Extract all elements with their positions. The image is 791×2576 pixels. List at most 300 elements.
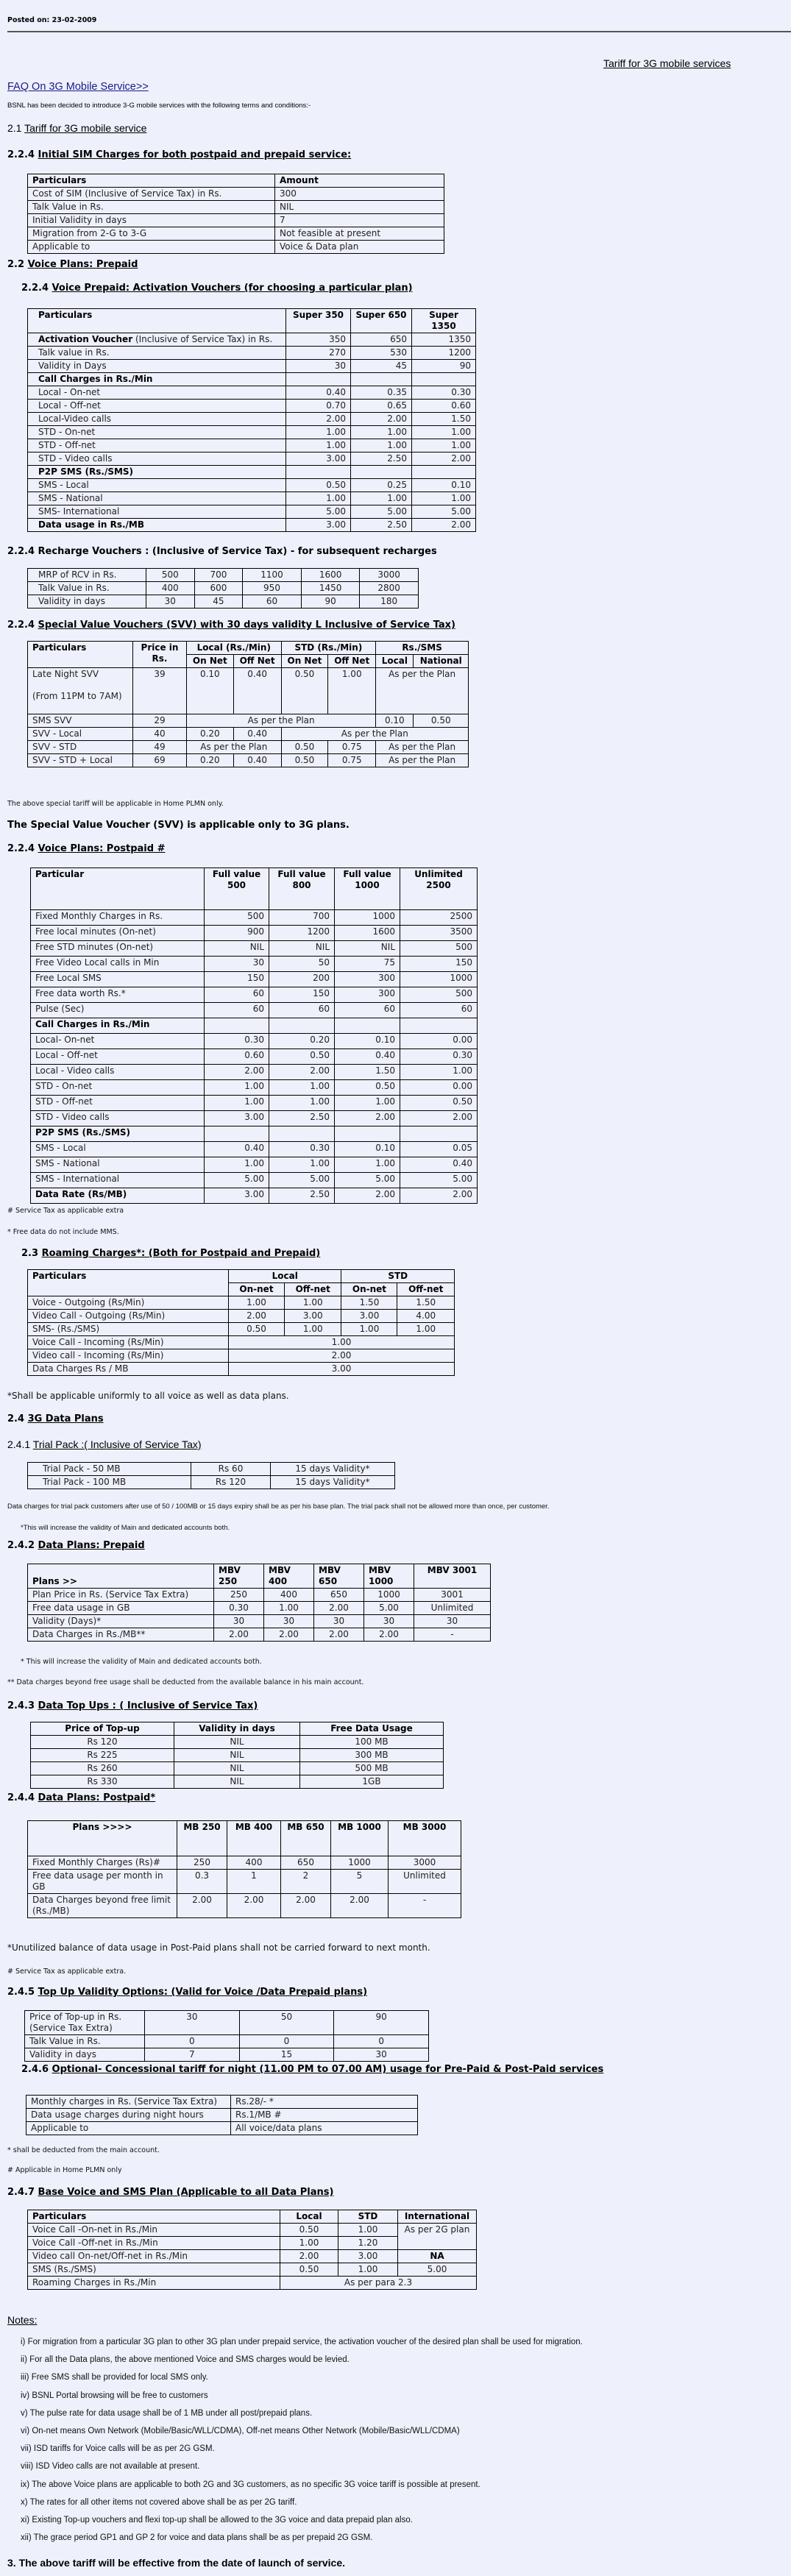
cell: 700 [194, 569, 243, 582]
data-postpaid-heading [7, 1792, 155, 1803]
section-title: Trial Pack :( Inclusive of Service Tax) [32, 1438, 202, 1450]
cell: 2.00 [412, 453, 476, 466]
cell: 100 MB [300, 1736, 444, 1749]
faq-link[interactable]: FAQ On 3G Mobile Service>> [7, 81, 149, 93]
column-header: MBV 250 [214, 1564, 264, 1589]
cell: 0.50 [280, 2263, 338, 2277]
trial-note: Data charges for trial pack customers after use of 50 / 100MB or 15 days expiry shall be as per his base plan. The trial pack shall not be allowed more than once, per customer. [7, 1502, 550, 1511]
row-label: Free data usage per month in GB [28, 1870, 177, 1894]
cell: 45 [194, 595, 243, 608]
cell: 30 [334, 2048, 429, 2062]
cell: 2.00 [269, 1065, 335, 1080]
cell: 150 [205, 972, 269, 987]
section-title: Optional- Concessional tariff for night (11.00 PM to 07.00 AM) usage for Pre-Paid & Post-Paid services [52, 2064, 604, 2075]
cell: 30 [214, 1615, 264, 1628]
note-item: ix) The above Voice plans are applicable to both 2G and 3G customers, as no specific 3G voice tariff is possible at present. [21, 2480, 480, 2489]
row-label: Local - On-net [28, 386, 286, 400]
column-header: Super 350 [286, 309, 351, 333]
cell: 2.00 [351, 413, 412, 426]
cell: 3.00 [286, 519, 351, 532]
column-header: Off Net [328, 655, 376, 668]
table-row [25, 2035, 429, 2048]
base-table [27, 2210, 477, 2290]
table-row [28, 188, 444, 201]
table-row [31, 1111, 478, 1126]
column-header: Free Data Usage [300, 1722, 444, 1736]
row-label: SMS- (Rs./SMS) [28, 1323, 229, 1336]
cell: 500 [205, 910, 269, 926]
cell: 60 [243, 595, 302, 608]
cell: 500 [400, 941, 478, 957]
column-header: STD (Rs./Min) [281, 642, 376, 655]
cell: 0.10 [187, 668, 234, 714]
table-row [28, 1463, 395, 1476]
cell: 5.00 [351, 505, 412, 519]
table-row [31, 1096, 478, 1111]
cell: 500 [146, 569, 195, 582]
cell: 1000 [331, 1856, 389, 1870]
row-label: Cost of SIM (Inclusive of Service Tax) in Rs. [28, 188, 275, 201]
cell: 2.00 [177, 1894, 227, 1918]
cell: NIL [269, 941, 335, 957]
cell: 1.00 [341, 1323, 397, 1336]
table-row [28, 360, 476, 373]
table-row [28, 373, 476, 386]
column-header: Full value 800 [269, 868, 335, 910]
note-item: v) The pulse rate for data usage shall be of 1 MB under all post/prepaid plans. [21, 2408, 313, 2418]
column-header: Local (Rs./Min) [187, 642, 282, 655]
row-value: 300 [275, 188, 444, 201]
cell: 15 days Validity* [271, 1476, 395, 1489]
row-label: SVV - STD + Local [28, 754, 133, 767]
table-row [28, 1349, 455, 1363]
cell: 0.75 [328, 741, 376, 754]
row-label: Video Call - Outgoing (Rs/Min) [28, 1310, 229, 1323]
cell: 3500 [400, 926, 478, 941]
cell: 0.30 [214, 1602, 264, 1615]
table-row [31, 1173, 478, 1188]
column-header: Unlimited 2500 [400, 868, 478, 910]
row-label: Talk Value in Rs. [25, 2035, 145, 2048]
cell: NA [398, 2250, 477, 2263]
recharge-body [28, 569, 419, 608]
table-row [28, 1602, 491, 1615]
row-label: STD - On-net [28, 426, 286, 439]
section-number: 2.2 [7, 259, 28, 270]
row-label: Validity in days [25, 2048, 145, 2062]
row-label: Data Charges Rs / MB [28, 1363, 229, 1376]
cell: 600 [194, 582, 243, 595]
column-header: Price in Rs. [133, 642, 187, 668]
row-label: Talk Value in Rs. [28, 201, 275, 214]
cell: 0.50 [280, 2224, 338, 2237]
cell: 1.50 [335, 1065, 400, 1080]
cell: 250 [214, 1589, 264, 1602]
data-postpaid-table [27, 1820, 461, 1918]
cell: 300 [335, 972, 400, 987]
cell: 0.40 [205, 1142, 269, 1157]
row-label: Fixed Monthly Charges in Rs. [31, 910, 205, 926]
column-header: Price of Top-up [31, 1722, 174, 1736]
cell: 0.40 [286, 386, 351, 400]
cell: 2.00 [314, 1628, 364, 1642]
cell: 3.00 [284, 1310, 341, 1323]
column-header: Full value 1000 [335, 868, 400, 910]
postpaid-note-mms: * Free data do not include MMS. [7, 1228, 119, 1236]
cell: 1.00 [412, 426, 476, 439]
cell: 300 MB [300, 1749, 444, 1762]
cell: 0.60 [412, 400, 476, 413]
table-row [28, 241, 444, 254]
cell: 3.00 [338, 2250, 398, 2263]
data-prepaid-heading [7, 1540, 145, 1551]
row-label [28, 668, 133, 714]
data-prepaid-body [28, 1589, 491, 1642]
cell: As per para 2.3 [280, 2277, 477, 2290]
row-label: SVV - STD [28, 741, 133, 754]
cell: As per the Plan [187, 714, 376, 728]
column-header: Super 1350 [412, 309, 476, 333]
cell: 500 MB [300, 1762, 444, 1775]
cell: As per the Plan [376, 668, 469, 714]
row-label: Data Rate (Rs/MB) [31, 1188, 205, 1204]
table-row [31, 1080, 478, 1096]
row-label: Data usage in Rs./MB [28, 519, 286, 532]
table-row [28, 1870, 461, 1894]
data-prepaid-table [27, 1564, 491, 1642]
cell: 1.00 [205, 1157, 269, 1173]
cell: 1.00 [269, 1080, 335, 1096]
row-label: Data Charges in Rs./MB** [28, 1628, 214, 1642]
table-header-row [28, 174, 444, 188]
note-item: xii) The grace period GP1 and GP 2 for voice and data plans shall be as per prepaid 2G GSM. [21, 2533, 373, 2543]
cell: 650 [281, 1856, 331, 1870]
cell: 2.00 [229, 1349, 455, 1363]
column-header: MBV 650 [314, 1564, 364, 1589]
table-row [31, 1034, 478, 1049]
table-row [31, 1065, 478, 1080]
cell: 0.50 [229, 1323, 285, 1336]
cell: 5.00 [335, 1173, 400, 1188]
cell: 30 [145, 2011, 240, 2035]
section-2-4-heading [7, 1413, 104, 1424]
row-label: P2P SMS (Rs./SMS) [31, 1126, 205, 1142]
section-number: 2.4.4 [7, 1792, 38, 1803]
label-bold: Activation Voucher [38, 334, 133, 344]
cell: 1450 [301, 582, 360, 595]
row-label: Voice Call -On-net in Rs./Min [28, 2224, 280, 2237]
table-row [26, 2096, 418, 2109]
column-header: Particulars [28, 309, 286, 333]
section-number: 2.1 [7, 122, 25, 134]
svv-heading [7, 620, 455, 631]
cell: As per 2G plan [398, 2224, 477, 2250]
column-header: Super 650 [351, 309, 412, 333]
cell: 0.30 [412, 386, 476, 400]
row-label: Free Local SMS [31, 972, 205, 987]
cell: 0.50 [281, 754, 328, 767]
row-label: Data usage charges during night hours [26, 2109, 231, 2122]
section-number: 2.4.7 [7, 2187, 38, 2198]
cell: 1.00 [264, 1602, 314, 1615]
column-header: Particulars [28, 2210, 280, 2224]
cell: 0.35 [351, 386, 412, 400]
section-number: 2.4.2 [7, 1540, 38, 1551]
table-row [28, 453, 476, 466]
cell: 0.50 [286, 479, 351, 492]
cell: 0.10 [335, 1034, 400, 1049]
row-label: Talk Value in Rs. [28, 582, 146, 595]
cell: 0.30 [400, 1049, 478, 1065]
row-label: SMS SVV [28, 714, 133, 728]
cell: 2800 [360, 582, 419, 595]
cell: 0.50 [269, 1049, 335, 1065]
column-header: Amount [275, 174, 444, 188]
table-header-row [28, 1270, 455, 1283]
row-label: Voice Call - Incoming (Rs/Min) [28, 1336, 229, 1349]
notes-heading [7, 2314, 37, 2326]
section-title: Special Value Vouchers (SVV) with 30 days validity L Inclusive of Service Tax) [38, 620, 455, 631]
cell: 90 [301, 595, 360, 608]
cell: 0.40 [400, 1157, 478, 1173]
cell [351, 466, 412, 479]
label-rest: (Inclusive of Service Tax) in Rs. [132, 334, 273, 344]
table-row [25, 2048, 429, 2062]
table-row [28, 1628, 491, 1642]
column-header: Particular [31, 868, 205, 910]
row-label: Data Charges beyond free limit (Rs./MB) [28, 1894, 177, 1918]
cell: 2.50 [269, 1111, 335, 1126]
final-statement: 3. The above tariff will be effective from the date of launch of service. [7, 2557, 346, 2569]
roaming-body [28, 1296, 455, 1376]
cell: 3000 [360, 569, 419, 582]
table-row [28, 714, 469, 728]
cell: 5.00 [364, 1602, 414, 1615]
cell: 500 [400, 987, 478, 1003]
table-row [28, 439, 476, 453]
cell: 1.50 [341, 1296, 397, 1310]
cell: NIL [174, 1775, 300, 1789]
cell: 0.65 [351, 400, 412, 413]
section-number: 2.2.4 [21, 283, 52, 294]
row-label: Call Charges in Rs./Min [31, 1018, 205, 1034]
cell [400, 1126, 478, 1142]
table-row [28, 2263, 477, 2277]
column-header: MB 650 [281, 1821, 331, 1856]
row-label: Validity in days [28, 595, 146, 608]
row-label: Migration from 2-G to 3-G [28, 227, 275, 241]
roaming-heading [21, 1248, 320, 1259]
cell: 1200 [412, 347, 476, 360]
row-label: Rs 225 [31, 1749, 174, 1762]
table-row [31, 926, 478, 941]
row-label: Local- On-net [31, 1034, 205, 1049]
section-2-2-heading [7, 259, 138, 270]
row-label: Free data worth Rs.* [31, 987, 205, 1003]
cell: 1350 [412, 333, 476, 347]
night-heading [21, 2064, 603, 2075]
row-label: SMS - Local [28, 479, 286, 492]
table-row [28, 1856, 461, 1870]
cell: 0.20 [269, 1034, 335, 1049]
table-row [31, 1142, 478, 1157]
row-label: Local - Video calls [31, 1065, 205, 1080]
cell: 0.00 [400, 1034, 478, 1049]
data-postpaid-note-1: *Unutilized balance of data usage in Post-Paid plans shall not be carried forward to next month. [7, 1942, 430, 1953]
night-table [26, 2095, 418, 2135]
note-item: iv) BSNL Portal browsing will be free to customers [21, 2391, 208, 2400]
data-postpaid-note-2: # Service Tax as applicable extra. [7, 1968, 127, 1976]
column-header: Local [229, 1270, 341, 1283]
cell: Rs 120 [191, 1476, 271, 1489]
cell: 30 [264, 1615, 314, 1628]
cell: 0.50 [335, 1080, 400, 1096]
row-label: SVV - Local [28, 728, 133, 741]
label-sub: (From 11PM to 7AM) [32, 691, 122, 701]
topups-body [31, 1736, 444, 1789]
cell: 2.00 [400, 1111, 478, 1126]
row-label: Trial Pack - 100 MB [28, 1476, 191, 1489]
table-row [28, 227, 444, 241]
section-title: Initial SIM Charges for both postpaid and prepaid service: [38, 149, 352, 160]
table-header-row [28, 1821, 461, 1856]
cell: 50 [269, 957, 335, 972]
table-row [28, 466, 476, 479]
page-title: Tariff for 3G mobile services [603, 57, 731, 69]
row-label: Local - Off-net [28, 400, 286, 413]
table-row [28, 426, 476, 439]
table-row [28, 1615, 491, 1628]
table-row [31, 1775, 444, 1789]
table-row [28, 1336, 455, 1349]
row-label: SMS - International [31, 1173, 205, 1188]
postpaid-table [30, 867, 478, 1204]
table-header-row [28, 642, 469, 655]
cell: As per the Plan [376, 754, 469, 767]
postpaid-body [31, 910, 478, 1204]
cell: 2 [281, 1870, 331, 1894]
cell: 2.00 [205, 1065, 269, 1080]
note-item: vi) On-net means Own Network (Mobile/Basic/WLL/CDMA), Off-net means Other Network (Mobile/Basic/WLL/CDMA) [21, 2427, 460, 2435]
table-row [28, 1476, 395, 1489]
cell: 1000 [364, 1589, 414, 1602]
cell: 1100 [243, 569, 302, 582]
cell: 2.50 [351, 453, 412, 466]
section-title: Tariff for 3G mobile service [24, 122, 147, 134]
cell: 0.40 [335, 1049, 400, 1065]
note-item: xi) Existing Top-up vouchers and flexi top-up shall be allowed to the 3G voice and data prepaid plan also. [21, 2516, 413, 2524]
cell: 30 [364, 1615, 414, 1628]
cell: 2.00 [227, 1894, 281, 1918]
cell: Unlimited [389, 1870, 461, 1894]
cell: 1.50 [397, 1296, 455, 1310]
cell: 60 [269, 1003, 335, 1018]
section-number: 2.4 [7, 1413, 28, 1424]
section-number: 2.4.3 [7, 1700, 38, 1711]
sim-heading [7, 149, 351, 160]
postpaid-note-tax: # Service Tax as applicable extra [7, 1207, 124, 1215]
table-row [28, 386, 476, 400]
cell: 30 [286, 360, 351, 373]
cell [412, 373, 476, 386]
column-header: MB 3000 [389, 1821, 461, 1856]
table-row [31, 1003, 478, 1018]
row-label: Local - Off-net [31, 1049, 205, 1065]
table-row [26, 2109, 418, 2122]
column-header: Particulars [28, 642, 133, 668]
svv-note: The above special tariff will be applicable in Home PLMN only. [7, 800, 224, 808]
column-header: International [398, 2210, 477, 2224]
column-header: MB 1000 [331, 1821, 389, 1856]
section-title: Top Up Validity Options: (Valid for Voice /Data Prepaid plans) [38, 1987, 368, 1998]
column-header: Particulars [28, 1270, 229, 1296]
section-title: Data Top Ups : ( Inclusive of Service Tax) [38, 1700, 258, 1711]
cell: 2.00 [229, 1310, 285, 1323]
table-row [28, 333, 476, 347]
cell: 50 [239, 2011, 334, 2035]
cell: 2.50 [269, 1188, 335, 1204]
cell: 1.00 [351, 439, 412, 453]
cell: 0.50 [281, 668, 328, 714]
cell: 1000 [335, 910, 400, 926]
column-header: STD [341, 1270, 455, 1283]
cell: 0.75 [328, 754, 376, 767]
cell: - [414, 1628, 491, 1642]
divider [7, 31, 791, 32]
cell: 1.00 [412, 439, 476, 453]
cell: As per the Plan [187, 741, 282, 754]
cell: 2.50 [351, 519, 412, 532]
table-row [28, 201, 444, 214]
cell: 1.00 [229, 1296, 285, 1310]
cell: 900 [205, 926, 269, 941]
column-header: Plans >>>> [28, 1821, 177, 1856]
cell: 400 [146, 582, 195, 595]
table-row [28, 1296, 455, 1310]
cell: 0.10 [376, 714, 414, 728]
cell: 2.00 [314, 1602, 364, 1615]
row-label: Voice Call -Off-net in Rs./Min [28, 2237, 280, 2250]
topup-validity-table [24, 2010, 429, 2062]
cell: 650 [351, 333, 412, 347]
section-title: Voice Plans: Postpaid # [38, 843, 166, 854]
table-row [25, 2011, 429, 2035]
row-label: Voice - Outgoing (Rs/Min) [28, 1296, 229, 1310]
cell: 5.00 [269, 1173, 335, 1188]
table-row [28, 2250, 477, 2263]
cell: 530 [351, 347, 412, 360]
cell: 1.00 [338, 2224, 398, 2237]
table-row [31, 1736, 444, 1749]
data-prepaid-note-1: * This will increase the validity of Main and dedicated accounts both. [21, 1658, 262, 1666]
cell: 0.40 [233, 728, 281, 741]
table-row [28, 400, 476, 413]
column-header: On-net [341, 1283, 397, 1296]
table-row [31, 987, 478, 1003]
row-label: Free local minutes (On-net) [31, 926, 205, 941]
row-label: SMS (Rs./SMS) [28, 2263, 280, 2277]
row-label: STD - Video calls [28, 453, 286, 466]
sim-table [27, 174, 444, 254]
cell [205, 1018, 269, 1034]
cell: 0.50 [400, 1096, 478, 1111]
cell: 200 [269, 972, 335, 987]
cell: 2.00 [281, 1894, 331, 1918]
cell: 1.00 [284, 1323, 341, 1336]
cell: 1200 [269, 926, 335, 941]
row-label: STD - Video calls [31, 1111, 205, 1126]
cell: 90 [412, 360, 476, 373]
